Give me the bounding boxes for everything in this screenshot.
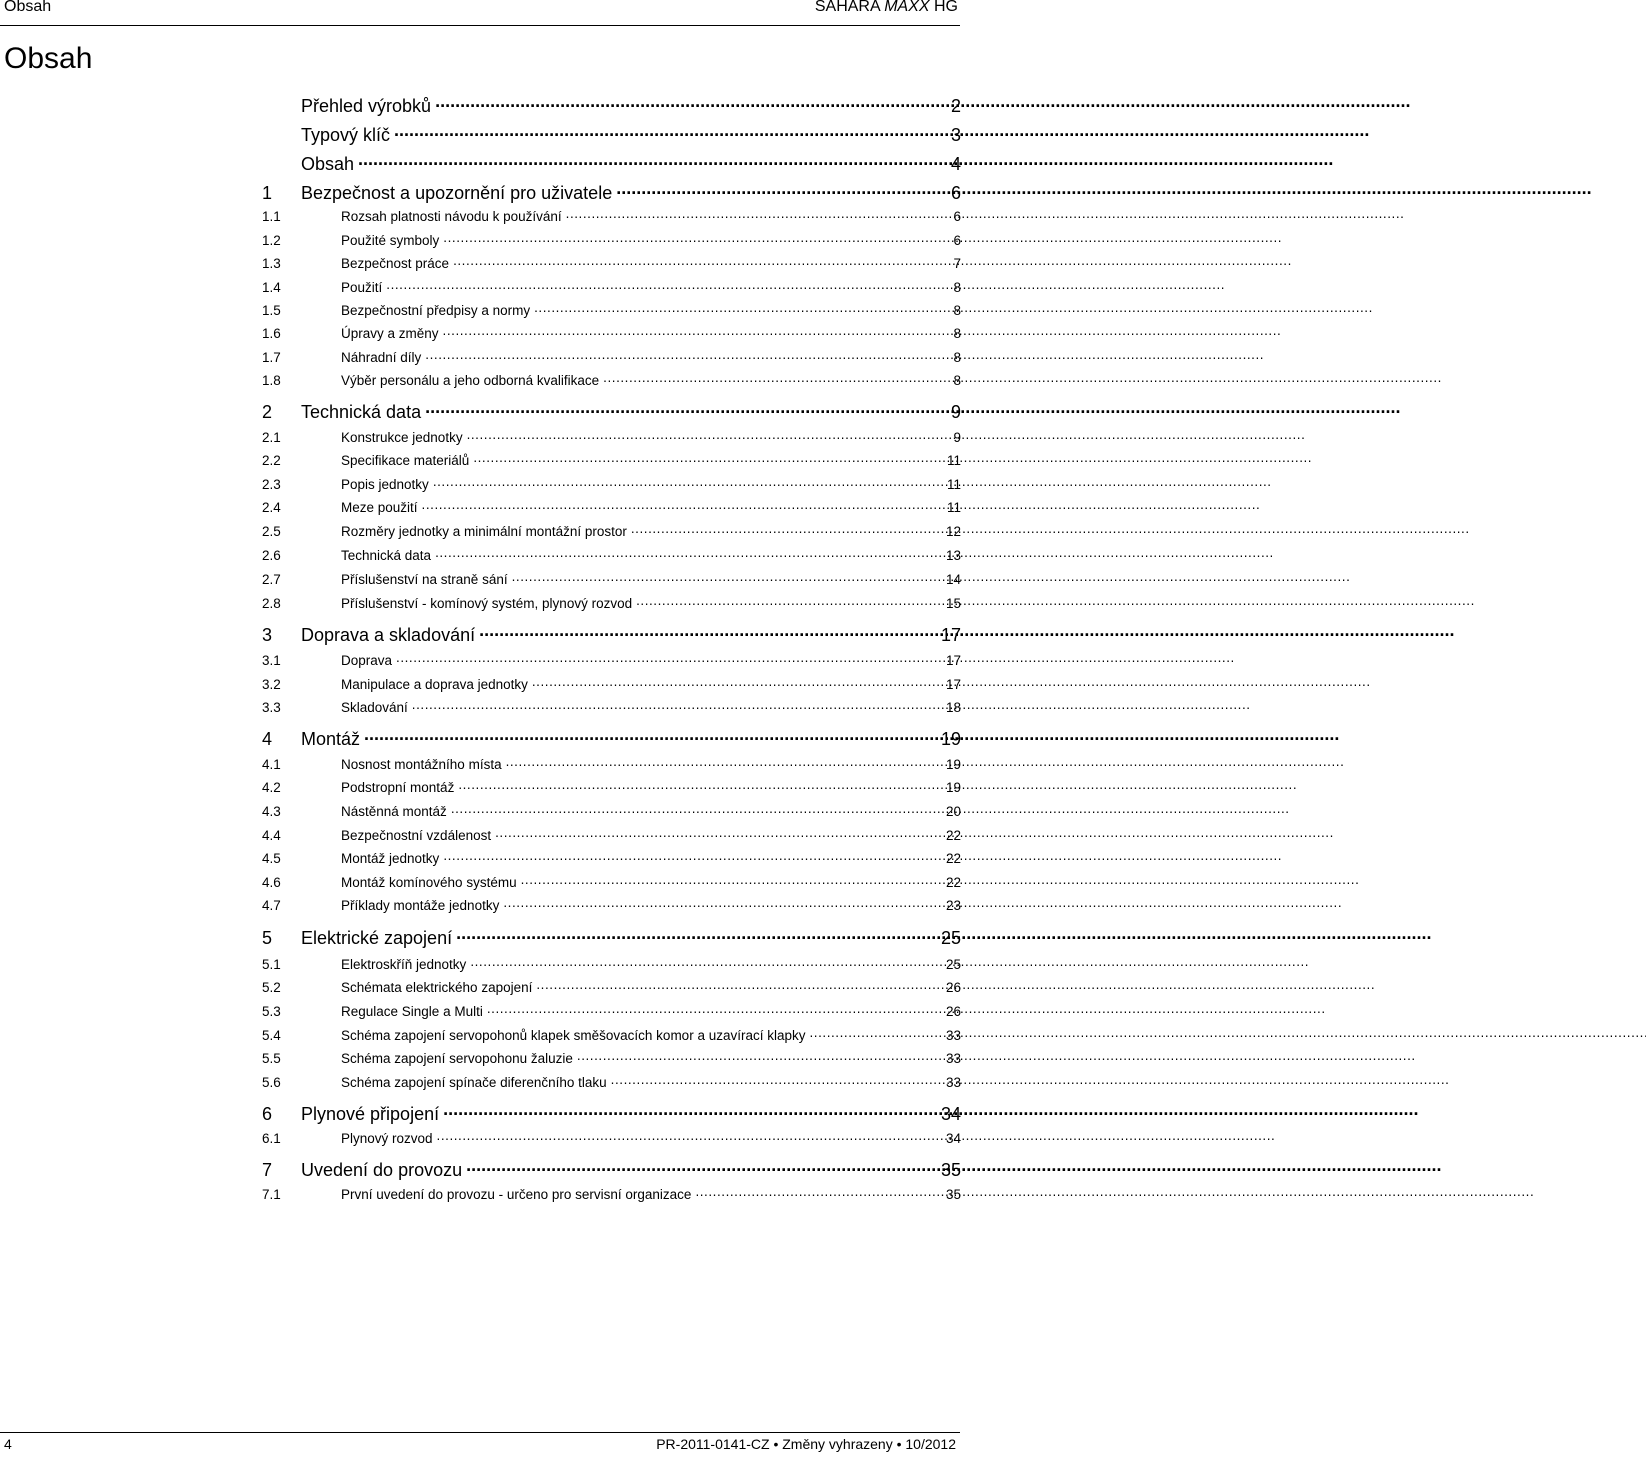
toc-entry-number: 5.4 xyxy=(262,1027,281,1043)
toc-entry-number: 6 xyxy=(262,1104,273,1124)
toc-entry-page: 13 xyxy=(945,547,961,563)
toc-dot-leader xyxy=(487,1002,942,1016)
toc-entry-page: 6 xyxy=(953,208,961,224)
toc-dot-leader xyxy=(611,1073,942,1087)
toc-dot-leader xyxy=(456,926,937,944)
page-title: Obsah xyxy=(4,42,93,75)
toc-dot-leader xyxy=(473,451,943,465)
toc-entry-page: 34 xyxy=(940,1104,961,1124)
toc-dot-leader xyxy=(467,428,950,442)
toc-section-entry[interactable] xyxy=(262,207,961,224)
toc-entry-number: 2.5 xyxy=(262,523,281,539)
running-header-product xyxy=(815,0,958,16)
toc-chapter-entry[interactable] xyxy=(262,181,961,204)
toc-entry-number: 4.6 xyxy=(262,874,281,890)
toc-chapter-entry[interactable] xyxy=(262,400,961,423)
toc-entry-title: Manipulace a doprava jednotky xyxy=(341,676,528,692)
toc-entry-page: 22 xyxy=(945,850,961,866)
running-header-section: Obsah xyxy=(4,0,52,15)
toc-section-entry[interactable] xyxy=(262,475,961,492)
toc-entry-page: 35 xyxy=(945,1186,961,1202)
toc-dot-leader xyxy=(386,278,949,292)
toc-chapter-entry[interactable] xyxy=(262,1158,961,1181)
toc-entry-number: 1.3 xyxy=(262,255,281,271)
toc-entry-number: 3.1 xyxy=(262,652,281,668)
toc-entry-title: Schéma zapojení spínače diferenčního tlaku xyxy=(341,1074,607,1090)
toc-entry-page: 11 xyxy=(946,499,961,515)
toc-section-entry[interactable] xyxy=(262,301,961,318)
toc-section-entry[interactable] xyxy=(262,546,961,563)
toc-entry-page: 20 xyxy=(945,803,961,819)
toc-entry-page: 9 xyxy=(953,429,961,445)
toc-entry-title: Bezpečnost práce xyxy=(341,255,450,271)
product-name-prefix: SAHARA xyxy=(814,0,885,15)
toc-entry-title: Popis jednotky xyxy=(341,476,429,492)
toc-entry-number: 5.1 xyxy=(262,956,281,972)
toc-entry-title: Použití xyxy=(341,279,383,295)
document-info: PR-2011-0141-CZ • Změny vyhrazeny • 10/2012 xyxy=(656,1436,956,1452)
toc-entry-number: 2 xyxy=(262,402,273,422)
toc-entry-title: První uvedení do provozu - určeno pro servisní organizace xyxy=(341,1186,692,1202)
toc-entry-title: Montáž xyxy=(301,729,361,749)
toc-dot-leader xyxy=(435,94,947,112)
toc-dot-leader xyxy=(631,522,942,536)
toc-dot-leader xyxy=(506,755,942,769)
toc-entry-number: 2.6 xyxy=(262,547,281,563)
toc-entry-title: Montáž jednotky xyxy=(341,850,440,866)
toc-entry-page: 7 xyxy=(953,255,961,271)
toc-dot-leader xyxy=(636,594,942,608)
toc-entry-number: 4.4 xyxy=(262,827,281,843)
toc-dot-leader xyxy=(577,1049,942,1063)
toc-entry-number: 5.6 xyxy=(262,1074,281,1090)
toc-entry-number: 5.2 xyxy=(262,979,281,995)
toc-section-entry[interactable] xyxy=(262,755,961,772)
toc-dot-leader xyxy=(433,475,943,489)
toc-dot-leader xyxy=(495,826,942,840)
toc-section-entry[interactable] xyxy=(262,651,961,668)
toc-entry-number: 2.8 xyxy=(262,595,281,611)
toc-entry-page: 8 xyxy=(953,279,961,295)
toc-entry-title: Elektrické zapojení xyxy=(301,928,453,948)
toc-entry-page: 33 xyxy=(945,1050,961,1066)
toc-section-entry[interactable] xyxy=(262,778,961,795)
toc-section-entry[interactable] xyxy=(262,849,961,866)
toc-dot-leader xyxy=(435,546,942,560)
toc-entry-page: 8 xyxy=(953,325,961,341)
toc-entry-title: Obsah xyxy=(301,154,355,174)
toc-dot-leader xyxy=(809,1026,941,1040)
toc-entry-number: 4.2 xyxy=(262,779,281,795)
toc-section-entry[interactable] xyxy=(262,1073,961,1090)
toc-entry-title: Typový klíč xyxy=(301,125,391,145)
toc-entry-title: Technická data xyxy=(301,402,422,422)
toc-entry-number: 4.7 xyxy=(262,897,281,913)
toc-entry-page: 8 xyxy=(953,302,961,318)
toc-entry-number: 1.8 xyxy=(262,372,281,388)
toc-entry-title: Bezpečnost a upozornění pro uživatele xyxy=(301,183,613,203)
toc-dot-leader xyxy=(566,207,950,221)
toc-entry-number: 3 xyxy=(262,625,273,645)
toc-entry-title: Doprava a skladování xyxy=(301,625,476,645)
toc-dot-leader xyxy=(358,152,947,170)
toc-section-entry[interactable] xyxy=(262,955,961,972)
toc-entry-number: 3.2 xyxy=(262,676,281,692)
toc-entry-page: 11 xyxy=(946,452,961,468)
toc-entry-page: 8 xyxy=(953,349,961,365)
toc-entry-page: 12 xyxy=(945,523,961,539)
toc-entry-page: 19 xyxy=(945,756,961,772)
toc-dot-leader xyxy=(503,896,942,910)
toc-chapter-entry[interactable] xyxy=(262,623,961,646)
toc-entry-title: Nástěnná montáž xyxy=(341,803,447,819)
toc-entry-page: 9 xyxy=(950,402,961,422)
toc-entry-number: 1.1 xyxy=(262,208,281,224)
page-number: 4 xyxy=(4,1436,12,1452)
toc-entry-title: Meze použití xyxy=(341,499,418,515)
toc-section-entry[interactable] xyxy=(262,1129,961,1146)
toc-entry-title: Elektroskříň jednotky xyxy=(341,956,467,972)
toc-dot-leader xyxy=(443,324,950,338)
toc-entry-number: 5 xyxy=(262,928,273,948)
toc-entry-number: 2.3 xyxy=(262,476,281,492)
toc-entry-number: 6.1 xyxy=(262,1130,281,1146)
toc-entry-page: 17 xyxy=(945,652,961,668)
toc-section-entry[interactable] xyxy=(262,1185,961,1202)
toc-entry-page: 25 xyxy=(940,928,961,948)
toc-entry-title: Bezpečnostní vzdálenost xyxy=(341,827,492,843)
toc-section-entry[interactable] xyxy=(262,324,961,341)
toc-entry-number: 2.4 xyxy=(262,499,281,515)
toc-entry-title: Přehled výrobků xyxy=(301,96,432,116)
toc-chapter-entry[interactable] xyxy=(262,152,961,175)
toc-entry-page: 17 xyxy=(940,625,961,645)
toc-section-entry[interactable] xyxy=(262,278,961,295)
toc-dot-leader xyxy=(422,498,943,512)
toc-entry-page: 33 xyxy=(945,1027,961,1043)
toc-dot-leader xyxy=(443,231,949,245)
toc-entry-number: 7.1 xyxy=(262,1186,281,1202)
toc-section-entry[interactable] xyxy=(262,451,961,468)
toc-dot-leader xyxy=(479,623,937,641)
toc-entry-title: Plynové připojení xyxy=(301,1104,440,1124)
toc-section-entry[interactable] xyxy=(262,594,961,611)
toc-entry-page: 15 xyxy=(945,595,961,611)
toc-entry-number: 2.1 xyxy=(262,429,281,445)
toc-entry-title: Příklady montáže jednotky xyxy=(341,897,500,913)
toc-entry-page: 25 xyxy=(945,956,961,972)
toc-dot-leader xyxy=(532,675,942,689)
toc-entry-title: Specifikace materiálů xyxy=(341,452,470,468)
toc-entry-title: Náhradní díly xyxy=(341,349,422,365)
toc-entry-number: 1.7 xyxy=(262,349,281,365)
toc-section-entry[interactable] xyxy=(262,698,961,715)
toc-entry-page: 11 xyxy=(946,476,961,492)
toc-section-entry[interactable] xyxy=(262,978,961,995)
toc-entry-title: Uvedení do provozu xyxy=(301,1160,463,1180)
toc-entry-number: 5.3 xyxy=(262,1003,281,1019)
toc-entry-page: 26 xyxy=(945,979,961,995)
product-name-italic: MAXX xyxy=(884,0,930,15)
toc-dot-leader xyxy=(425,348,949,362)
toc-entry-page: 8 xyxy=(953,372,961,388)
product-name-suffix: HG xyxy=(929,0,958,15)
toc-entry-title: Regulace Single a Multi xyxy=(341,1003,483,1019)
toc-entry-title: Rozsah platnosti návodu k používání xyxy=(341,208,562,224)
toc-section-entry[interactable] xyxy=(262,1002,961,1019)
toc-entry-title: Nosnost montážního místa xyxy=(341,756,502,772)
toc-dot-leader xyxy=(603,371,949,385)
toc-section-entry[interactable] xyxy=(262,522,961,539)
toc-entry-page: 19 xyxy=(940,729,961,749)
toc-entry-page: 4 xyxy=(950,154,961,174)
toc-entry-title: Výběr personálu a jeho odborná kvalifikace xyxy=(341,372,600,388)
toc-section-entry[interactable] xyxy=(262,802,961,819)
toc-dot-leader xyxy=(451,802,942,816)
toc-entry-number: 4.5 xyxy=(262,850,281,866)
toc-entry-number: 4 xyxy=(262,729,273,749)
toc-entry-number: 7 xyxy=(262,1160,273,1180)
toc-section-entry[interactable] xyxy=(262,570,961,587)
toc-entry-page: 6 xyxy=(950,183,961,203)
toc-entry-title: Použité symboly xyxy=(341,232,440,248)
toc-entry-page: 19 xyxy=(945,779,961,795)
toc-entry-page: 17 xyxy=(945,676,961,692)
toc-entry-title: Plynový rozvod xyxy=(341,1130,433,1146)
toc-dot-leader xyxy=(443,1102,937,1120)
header-divider xyxy=(0,25,960,26)
toc-entry-page: 2 xyxy=(950,96,961,116)
toc-entry-page: 6 xyxy=(953,232,961,248)
toc-section-entry[interactable] xyxy=(262,254,961,271)
toc-dot-leader xyxy=(458,778,942,792)
toc-dot-leader xyxy=(394,123,947,141)
toc-dot-leader xyxy=(512,570,942,584)
toc-entry-page: 18 xyxy=(945,699,961,715)
toc-entry-number: 2.2 xyxy=(262,452,281,468)
toc-section-entry[interactable] xyxy=(262,498,961,515)
toc-section-entry[interactable] xyxy=(262,896,961,913)
toc-chapter-entry[interactable] xyxy=(262,1102,961,1125)
toc-entry-number: 4.3 xyxy=(262,803,281,819)
toc-entry-title: Technická data xyxy=(341,547,432,563)
toc-entry-page: 22 xyxy=(945,827,961,843)
toc-entry-title: Konstrukce jednotky xyxy=(341,429,463,445)
toc-dot-leader xyxy=(616,181,947,199)
toc-entry-number: 3.3 xyxy=(262,699,281,715)
toc-entry-number: 1.6 xyxy=(262,325,281,341)
toc-entry-title: Schéma zapojení servopohonů klapek směšovacích komor a uzavírací klapky xyxy=(341,1027,806,1043)
toc-entry-number: 2.7 xyxy=(262,571,281,587)
toc-entry-title: Podstropní montáž xyxy=(341,779,455,795)
toc-entry-title: Doprava xyxy=(341,652,393,668)
toc-section-entry[interactable] xyxy=(262,826,961,843)
toc-entry-title: Úpravy a změny xyxy=(341,325,439,341)
toc-dot-leader xyxy=(470,955,942,969)
toc-entry-number: 1 xyxy=(262,183,273,203)
toc-entry-page: 33 xyxy=(945,1074,961,1090)
toc-section-entry[interactable] xyxy=(262,231,961,248)
footer-divider xyxy=(0,1432,960,1433)
toc-chapter-entry[interactable] xyxy=(262,926,961,949)
toc-dot-leader xyxy=(364,727,937,745)
toc-section-entry[interactable] xyxy=(262,675,961,692)
toc-dot-leader xyxy=(425,400,947,418)
toc-entry-page: 26 xyxy=(945,1003,961,1019)
toc-section-entry[interactable] xyxy=(262,428,961,445)
toc-entry-title: Schémata elektrického zapojení xyxy=(341,979,533,995)
toc-dot-leader xyxy=(443,849,942,863)
toc-entry-title: Bezpečnostní předpisy a normy xyxy=(341,302,531,318)
toc-dot-leader xyxy=(412,698,942,712)
toc-chapter-entry[interactable] xyxy=(262,727,961,750)
toc-dot-leader xyxy=(396,651,942,665)
toc-entry-number: 1.5 xyxy=(262,302,281,318)
toc-section-entry[interactable] xyxy=(262,1049,961,1066)
toc-dot-leader xyxy=(437,1129,942,1143)
toc-entry-title: Příslušenství na straně sání xyxy=(341,571,508,587)
toc-dot-leader xyxy=(695,1185,942,1199)
toc-dot-leader xyxy=(466,1158,937,1176)
toc-dot-leader xyxy=(521,873,942,887)
toc-entry-number: 1.4 xyxy=(262,279,281,295)
toc-dot-leader xyxy=(453,254,949,268)
toc-entry-title: Schéma zapojení servopohonu žaluzie xyxy=(341,1050,573,1066)
toc-section-entry[interactable] xyxy=(262,1026,961,1043)
toc-entry-number: 5.5 xyxy=(262,1050,281,1066)
toc-entry-page: 34 xyxy=(945,1130,961,1146)
toc-dot-leader xyxy=(536,978,942,992)
toc-section-entry[interactable] xyxy=(262,371,961,388)
toc-entry-number: 1.2 xyxy=(262,232,281,248)
toc-entry-title: Montáž komínového systému xyxy=(341,874,517,890)
toc-entry-title: Skladování xyxy=(341,699,408,715)
toc-entry-page: 35 xyxy=(940,1160,961,1180)
toc-entry-page: 3 xyxy=(950,125,961,145)
toc-entry-page: 14 xyxy=(945,571,961,587)
toc-dot-leader xyxy=(534,301,949,315)
toc-chapter-entry[interactable] xyxy=(262,123,961,146)
toc-entry-page: 23 xyxy=(945,897,961,913)
toc-entry-number: 4.1 xyxy=(262,756,281,772)
toc-entry-page: 22 xyxy=(945,874,961,890)
toc-section-entry[interactable] xyxy=(262,348,961,365)
toc-section-entry[interactable] xyxy=(262,873,961,890)
toc-entry-title: Rozměry jednotky a minimální montážní prostor xyxy=(341,523,627,539)
toc-entry-title: Příslušenství - komínový systém, plynový rozvod xyxy=(341,595,633,611)
toc-chapter-entry[interactable] xyxy=(262,94,961,117)
